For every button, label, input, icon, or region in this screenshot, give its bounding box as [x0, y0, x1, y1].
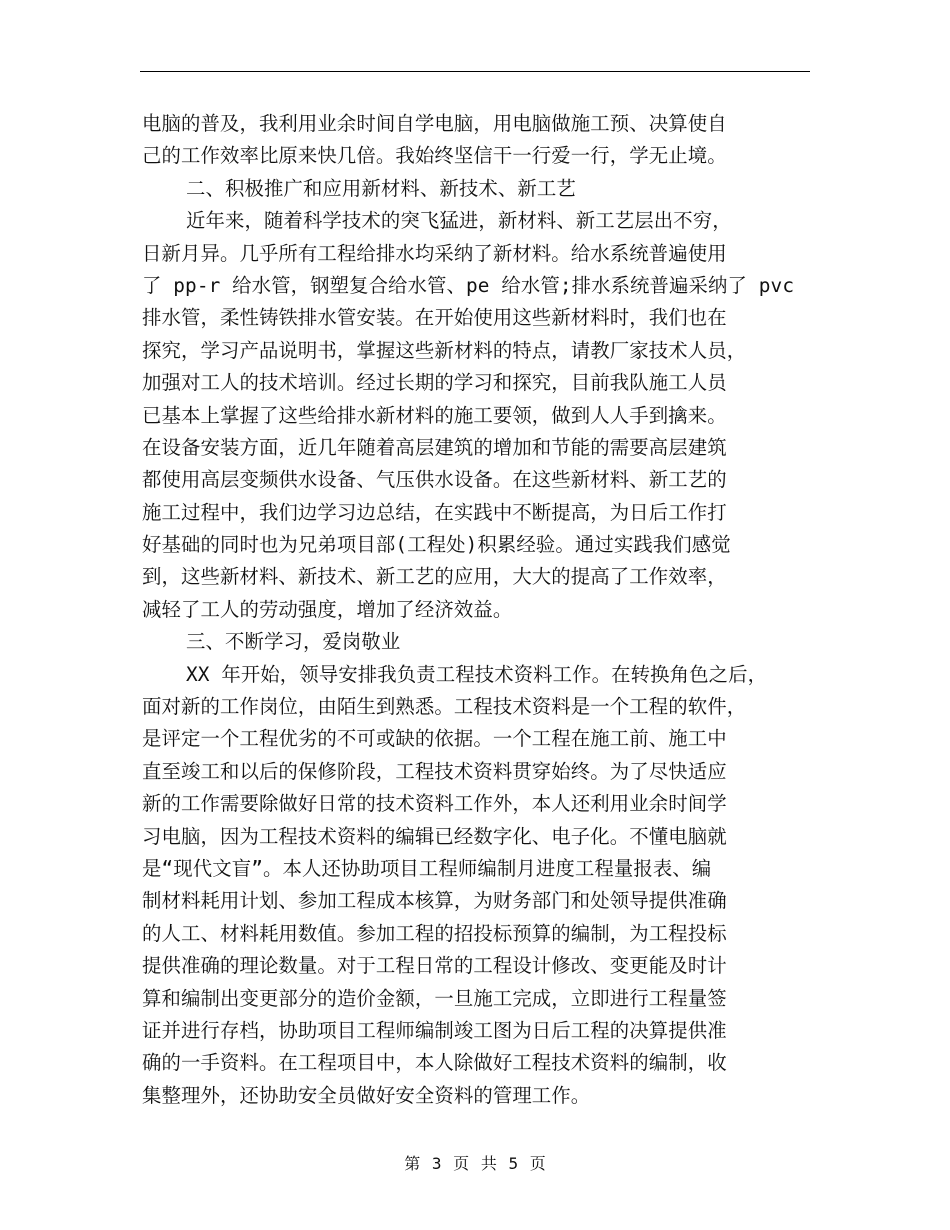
text-line: 是“现代文盲”。本人还协助项目工程师编制月进度工程量报表、编 [142, 856, 712, 880]
text-line: 是评定一个工程优劣的不可或缺的依据。一个工程在施工前、施工中 [142, 727, 727, 751]
text-line: 提供准确的理论数量。对于工程日常的工程设计修改、变更能及时计 [142, 954, 727, 978]
text-line: 集整理外，还协助安全员做好安全资料的管理工作。 [142, 1083, 591, 1107]
text-line: 习电脑，因为工程技术资料的编辑已经数字化、电子化。不懂电脑就 [142, 824, 727, 848]
text-line: 制材料耗用计划、参加工程成本核算，为财务部门和处领导提供准确 [142, 889, 727, 913]
page-number-footer: 第 3 页 共 5 页 [404, 1154, 546, 1173]
text-line: 都使用高层变频供水设备、气压供水设备。在这些新材料、新工艺的 [142, 468, 727, 492]
text-line: 好基础的同时也为兄弟项目部(工程处)积累经验。通过实践我们感觉 [142, 533, 731, 557]
text-line: 确的一手资料。在工程项目中，本人除做好工程技术资料的编制，收 [142, 1051, 727, 1075]
text-line: 的人工、材料耗用数值。参加工程的招投标预算的编制，为工程投标 [142, 921, 727, 945]
text-line: 新的工作需要除做好日常的技术资料工作外，本人还利用业余时间学 [142, 792, 727, 816]
text-line: 面对新的工作岗位，由陌生到熟悉。工程技术资料是一个工程的软件， [142, 695, 747, 719]
text-line: 了 pp-r 给水管，钢塑复合给水管、pe 给水管;排水系统普遍采纳了 pvc [142, 273, 795, 297]
text-line: 己的工作效率比原来快几倍。我始终坚信干一行爱一行，学无止境。 [142, 144, 727, 168]
text-line: 算和编制出变更部分的造价金额，一旦施工完成，立即进行工程量签 [142, 986, 727, 1010]
text-line: 探究，学习产品说明书，掌握这些新材料的特点，请教厂家技术人员， [142, 338, 747, 362]
text-line: 到，这些新材料、新技术、新工艺的应用，大大的提高了工作效率， [142, 565, 727, 589]
text-line: 施工过程中，我们边学习边总结，在实践中不断提高，为日后工作打 [142, 500, 727, 524]
text-line: 二、积极推广和应用新材料、新技术、新工艺 [186, 176, 576, 200]
text-line: XX 年开始，领导安排我负责工程技术资料工作。在转换角色之后， [186, 662, 768, 686]
text-line: 证并进行存档，协助项目工程师编制竣工图为日后工程的决算提供准 [142, 1018, 727, 1042]
text-line: 日新月异。几乎所有工程给排水均采纳了新材料。给水系统普遍使用 [142, 241, 727, 265]
text-line: 直至竣工和以后的保修阶段，工程技术资料贯穿始终。为了尽快适应 [142, 759, 727, 783]
header-rule [140, 71, 810, 72]
text-line: 在设备安装方面，近几年随着高层建筑的增加和节能的需要高层建筑 [142, 435, 727, 459]
text-line: 减轻了工人的劳动强度，增加了经济效益。 [142, 597, 513, 621]
text-line: 已基本上掌握了这些给排水新材料的施工要领，做到人人手到擒来。 [142, 403, 727, 427]
text-line: 排水管，柔性铸铁排水管安装。在开始使用这些新材料时，我们也在 [142, 306, 727, 330]
text-line: 三、不断学习，爱岗敬业 [186, 630, 401, 654]
text-line: 加强对工人的技术培训。经过长期的学习和探究，目前我队施工人员 [142, 371, 727, 395]
text-line: 近年来，随着科学技术的突飞猛进，新材料、新工艺层出不穷， [186, 209, 732, 233]
document-body [142, 108, 814, 1112]
text-line: 电脑的普及，我利用业余时间自学电脑，用电脑做施工预、决算使自 [142, 112, 727, 135]
